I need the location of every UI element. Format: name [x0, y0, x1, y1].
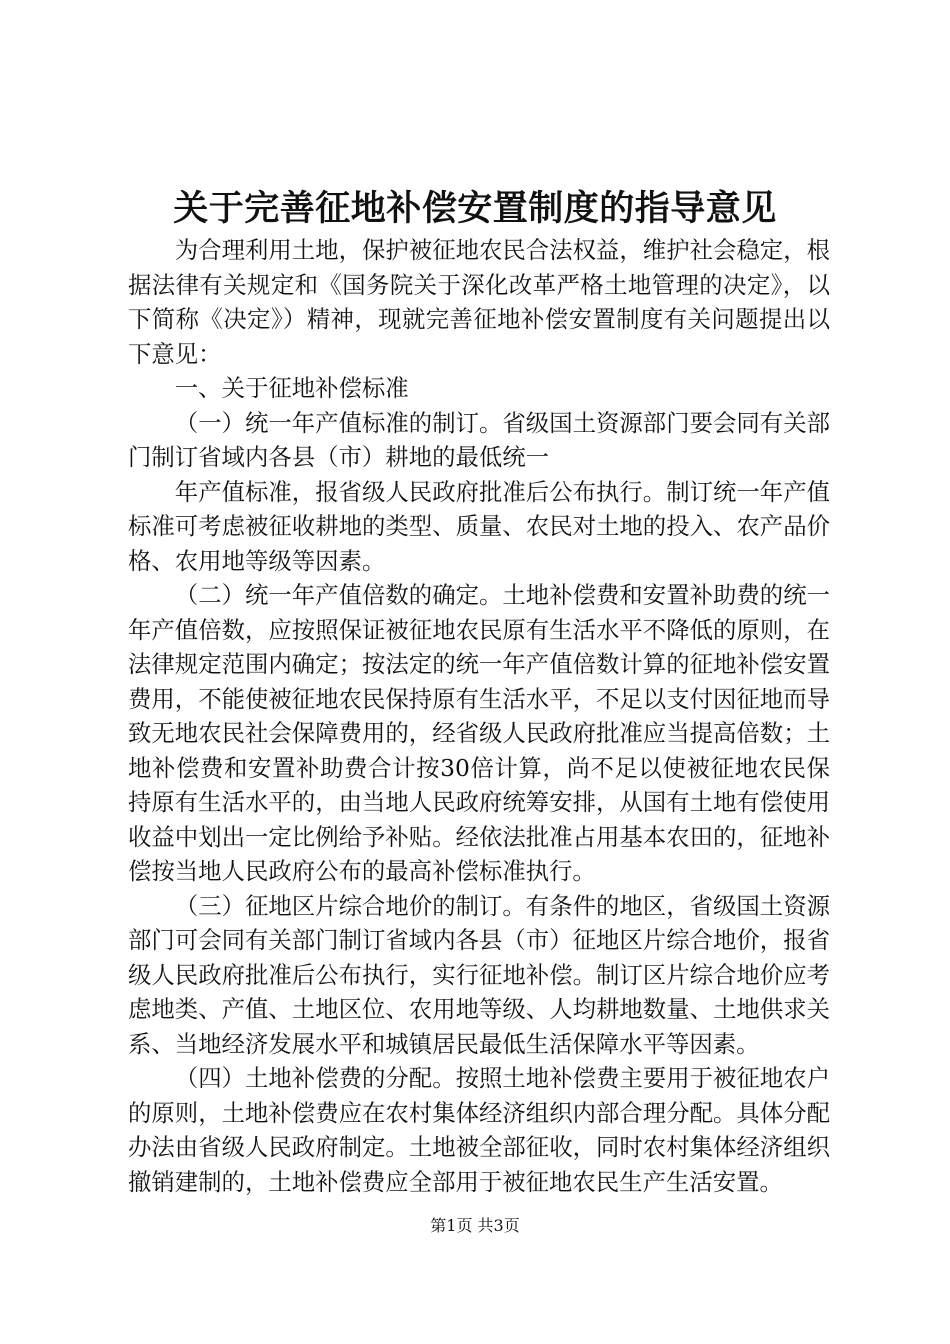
paragraph-intro: 为合理利用土地，保护被征地农民合法权益，维护社会稳定，根据法律有关规定和《国务院关于深化改革严格土地管理的决定》，以下简称《决定》）精神，现就完善征地补偿安置制度有关问题提出以下意见：	[128, 236, 830, 368]
document-title: 关于完善征地补偿安置制度的指导意见	[173, 188, 777, 229]
paragraph-item-3: （三）征地区片综合地价的制订。有条件的地区，省级国土资源部门可会同有关部门制订省域内各县（市）征地区片综合地价，报省级人民政府批准后公布执行，实行征地补偿。制订区片综合地价应考虑地类、产值、土地区位、农用地等级、人均耕地数量、土地供求关系、当地经济发展水平和城镇居民最低生活保障水平等因素。	[128, 891, 830, 1058]
document-body	[128, 233, 830, 1199]
paragraph-item-4: （四）土地补偿费的分配。按照土地补偿费主要用于被征地农户的原则，土地补偿费应在农村集体经济组织内部合理分配。具体分配办法由省级人民政府制定。土地被全部征收，同时农村集体经济组织撤销建制的，土地补偿费应全部用于被征地农民生产生活安置。	[128, 1064, 830, 1196]
paragraph-item-1: （一）统一年产值标准的制订。省级国土资源部门要会同有关部门制订省域内各县（市）耕地的最低统一	[128, 408, 830, 471]
section-heading-1: 一、关于征地补偿标准	[174, 374, 409, 402]
paragraph-item-2: （二）统一年产值倍数的确定。土地补偿费和安置补助费的统一年产值倍数，应按照保证被征地农民原有生活水平不降低的原则，在法律规定范围内确定；按法定的统一年产值倍数计算的征地补偿安置费用，不能使被征地农民保持原有生活水平，不足以支付因征地而导致无地农民社会保障费用的，经省级人民政府批准应当提高倍数；土地补偿费和安置补助费合计按30倍计算，尚不足以使被征地农民保持原有生活水平的，由当地人民政府统筹安排，从国有土地有偿使用收益中划出一定比例给予补贴。经依法批准占用基本农田的，征地补偿按当地人民政府公布的最高补偿标准执行。	[128, 581, 830, 885]
paragraph-item-1-continued: 年产值标准，报省级人民政府批准后公布执行。制订统一年产值标准可考虑被征收耕地的类型、质量、农民对土地的投入、农产品价格、农用地等级等因素。	[128, 477, 830, 575]
page-number: 第1页 共3页	[430, 1216, 520, 1235]
